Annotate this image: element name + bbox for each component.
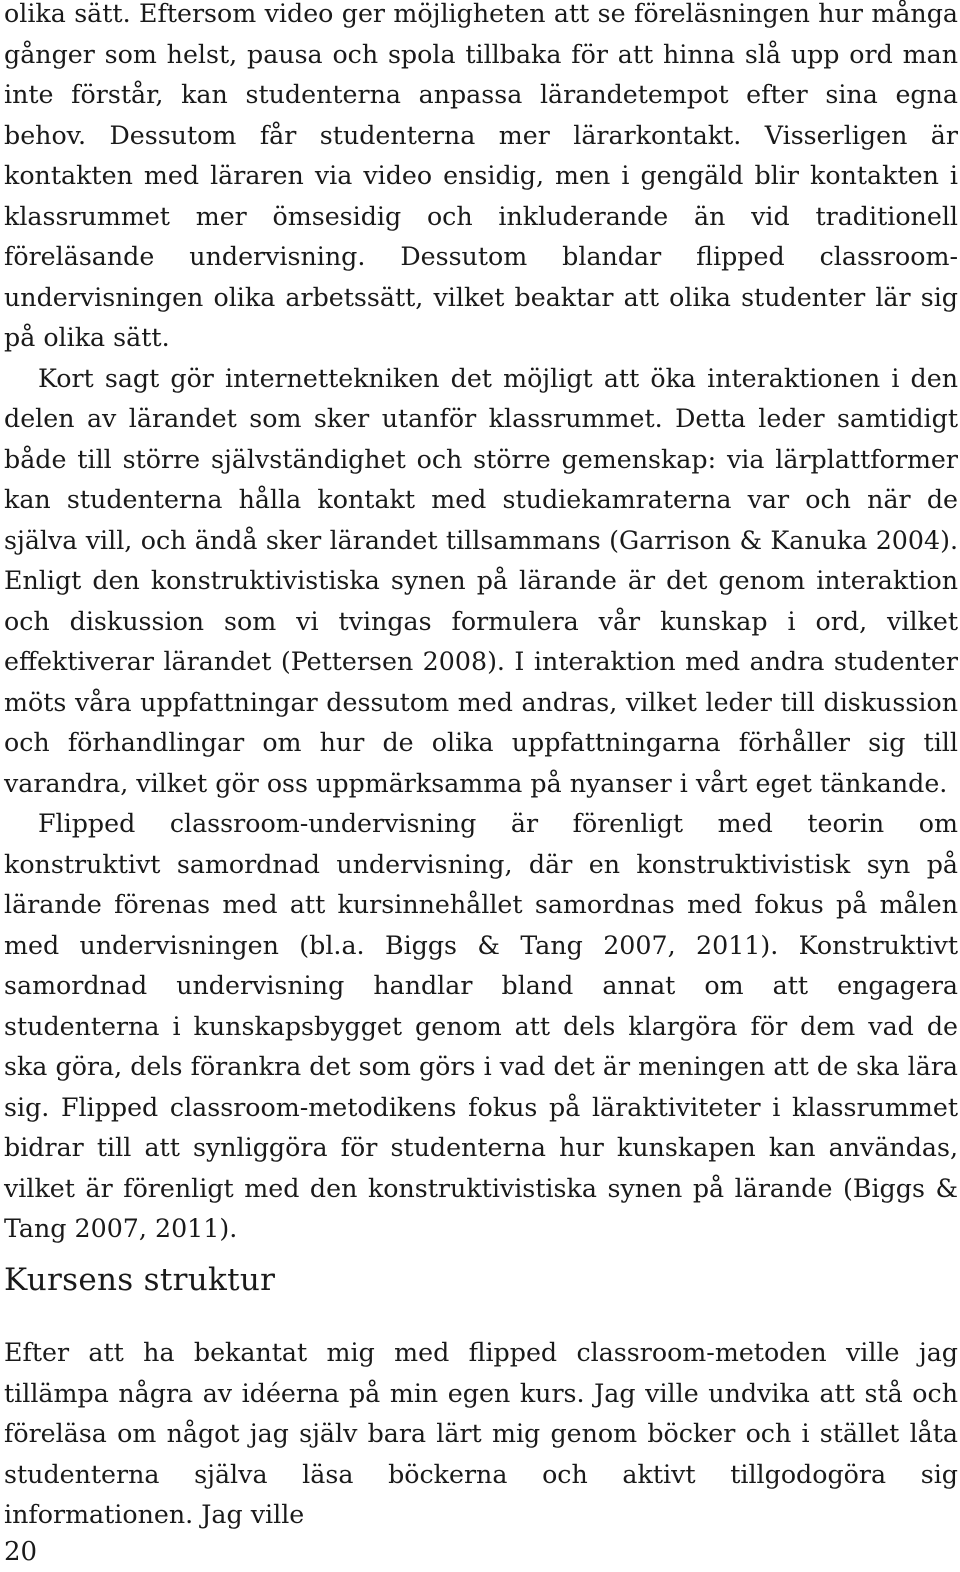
paragraph-2: Kort sagt gör internettekniken det möjligt att öka interaktionen i den delen av lärandet som sker utanför klassrummet. Detta leder samtidigt både till större självständighet och större gemenskap: via lärplattformer kan studenterna hålla kontakt med studiekamraterna var och när de själva vill, och ändå sker lärandet tillsammans (Garrison & Kanuka 2004). Enligt den konstruktivistiska synen på lärande är det genom interaktion och diskussion som vi tvingas formulera vår kunskap i ord, vilket effektiverar lärandet (Pettersen 2008). I interaktion med andra studenter möts våra uppfattningar dessutom med andras, vilket leder till diskussion och förhandlingar om hur de olika uppfattningarna förhåller sig till varandra, vilket gör oss uppmärksamma på nyanser i vårt eget tänkande. <box>4 363 958 798</box>
body-text <box>4 0 958 1250</box>
paragraph-1: olika sätt. Eftersom video ger möjligheten att se föreläsningen hur många gånger som helst, pausa och spola tillbaka för att hinna slå upp ord man inte förstår, kan studenterna anpassa lärandetempot efter sina egna behov. Dessutom får studenterna mer lärarkontakt. Visserligen är kontakten med läraren via video ensidig, men i gengäld blir kontakten i klassrummet mer ömsesidig och inkluderande än vid traditionell föreläsande undervisning. Dessutom blandar flipped classroom-undervisningen olika arbetssätt, vilket beaktar att olika studenter lär sig på olika sätt. <box>4 0 958 352</box>
section-paragraph: Efter att ha bekantat mig med flipped classroom-metoden ville jag tillämpa några av idéerna på min egen kurs. Jag ville undvika att stå och föreläsa om något jag själv bara lärt mig genom böcker och i stället låta studenterna själva läsa böckerna och aktivt tillgodogöra sig informationen. Jag ville <box>4 1338 958 1529</box>
paragraph-3: Flipped classroom-undervisning är förenligt med teorin om konstruktivt samordnad undervisning, där en konstruktivistisk syn på lärande förenas med att kursinnehållet samordnas med fokus på målen med undervisningen (bl.a. Biggs & Tang 2007, 2011). Konstruktivt samordnad undervisning handlar bland annat om att engagera studenterna i kunskapsbygget genom att dels klargöra för dem vad de ska göra, dels förankra det som görs i vad det är meningen att de ska lära sig. Flipped classroom-metodikens fokus på läraktiviteter i klassrummet bidrar till att synliggöra för studenterna hur kunskapen kan användas, vilket är förenligt med den konstruktivistiska synen på lärande (Biggs & Tang 2007, 2011). <box>4 809 958 1243</box>
page-number: 20 <box>4 1537 38 1567</box>
section-heading: Kursens struktur <box>4 1262 276 1298</box>
section-body <box>4 1333 958 1536</box>
